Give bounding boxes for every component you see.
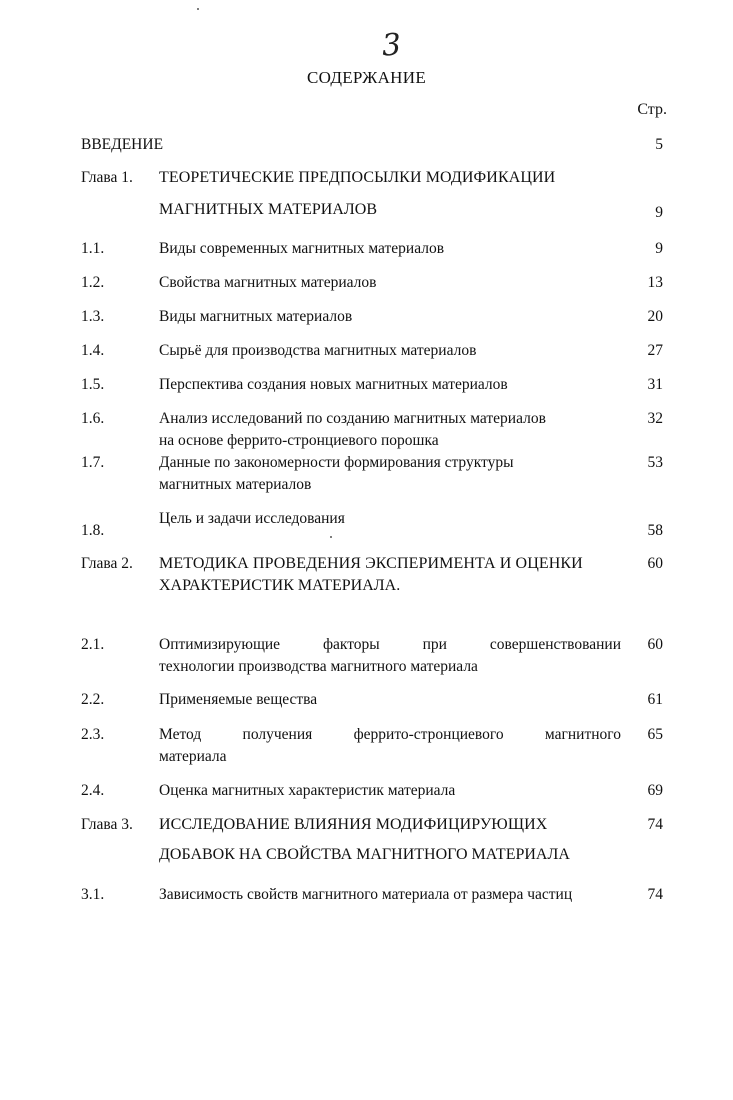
toc-entry-page: 9 [655,240,663,257]
toc-entry-title: ВВЕДЕНИЕ [81,136,164,153]
toc-entry-number: 1.1. [81,240,105,257]
toc-entry-page: 20 [647,308,663,325]
toc-entry-number: Глава 1. [81,169,133,186]
toc-entry-title: ТЕОРЕТИЧЕСКИЕ ПРЕДПОСЫЛКИ МОДИФИКАЦИИ [159,169,556,186]
toc-entry-number: 1.3. [81,308,105,325]
scan-speck [197,8,199,10]
toc-entry-page: 65 [647,726,663,743]
toc-entry-title: Сырьё для производства магнитных материалов [159,342,477,359]
toc-entry-title: Метод получения феррито-стронциевого магнитного [159,726,621,743]
toc-entry-page: 32 [647,410,663,427]
toc-entry-page: 58 [647,522,663,539]
toc-entry-number: 3.1. [81,886,105,903]
toc-entry-page: 53 [647,454,663,471]
toc-entry-page: 27 [647,342,663,359]
toc-entry-title: Свойства магнитных материалов [159,274,377,291]
toc-entry-title-continued: ДОБАВОК НА СВОЙСТВА МАГНИТНОГО МАТЕРИАЛА [159,846,570,863]
toc-entry-title: Оценка магнитных характеристик материала [159,782,456,799]
toc-entry-number: 2.2. [81,691,105,708]
toc-entry-title: Перспектива создания новых магнитных материалов [159,376,508,393]
toc-entry-title: Зависимость свойств магнитного материала от размера частиц [159,886,573,903]
toc-entry-title: Анализ исследований по созданию магнитных материалов [159,410,546,427]
toc-entry-title-continued: материала [159,748,227,765]
toc-entry-title-continued: ХАРАКТЕРИСТИК МАТЕРИАЛА. [159,577,401,594]
scan-speck [330,536,332,538]
toc-entry-title: Применяемые вещества [159,691,318,708]
toc-entry-title: МЕТОДИКА ПРОВЕДЕНИЯ ЭКСПЕРИМЕНТА И ОЦЕНКИ [159,555,583,572]
toc-entry-number: 1.6. [81,410,105,427]
toc-entry-page: 13 [647,274,663,291]
toc-entry-number: 2.3. [81,726,105,743]
toc-entry-number: 2.4. [81,782,105,799]
toc-entry-page: 74 [647,886,663,903]
toc-entry-title: Цель и задачи исследования [159,510,345,527]
toc-entry-number: 1.4. [81,342,105,359]
toc-entry-page: 5 [655,136,663,153]
toc-entry-page: 69 [647,782,663,799]
toc-entry-number: Глава 2. [81,555,133,572]
toc-entry-title-continued: магнитных материалов [159,476,312,493]
toc-entry-title: ИССЛЕДОВАНИЕ ВЛИЯНИЯ МОДИФИЦИРУЮЩИХ [159,816,548,833]
toc-entry-number: 1.2. [81,274,105,291]
page-title: СОДЕРЖАНИЕ [306,68,427,87]
toc-entry-page: 61 [647,691,663,708]
toc-entry-page: 74 [647,816,663,833]
toc-entry-number: 1.7. [81,454,105,471]
toc-entry-page: 9 [655,204,663,221]
toc-entry-number: 1.8. [81,522,105,539]
toc-entry-title: Виды магнитных материалов [159,308,353,325]
toc-entry-title: Виды современных магнитных материалов [159,240,445,257]
toc-entry-title: Оптимизирующие факторы при совершенствовании [159,636,621,653]
page-column-header: Стр. [637,101,667,118]
toc-entry-title-continued: технологии производства магнитного материала [159,658,478,675]
handwritten-page-number: 3 [380,27,403,64]
toc-entry-title: Данные по закономерности формирования структуры [159,454,514,471]
toc-entry-number: 1.5. [81,376,105,393]
toc-entry-page: 60 [647,555,663,572]
toc-entry-title-continued: МАГНИТНЫХ МАТЕРИАЛОВ [159,201,377,218]
toc-entry-title-continued: на основе феррито-стронциевого порошка [159,432,439,449]
toc-entry-number: 2.1. [81,636,105,653]
toc-entry-page: 60 [647,636,663,653]
toc-entry-page: 31 [647,376,663,393]
toc-entry-number: Глава 3. [81,816,133,833]
